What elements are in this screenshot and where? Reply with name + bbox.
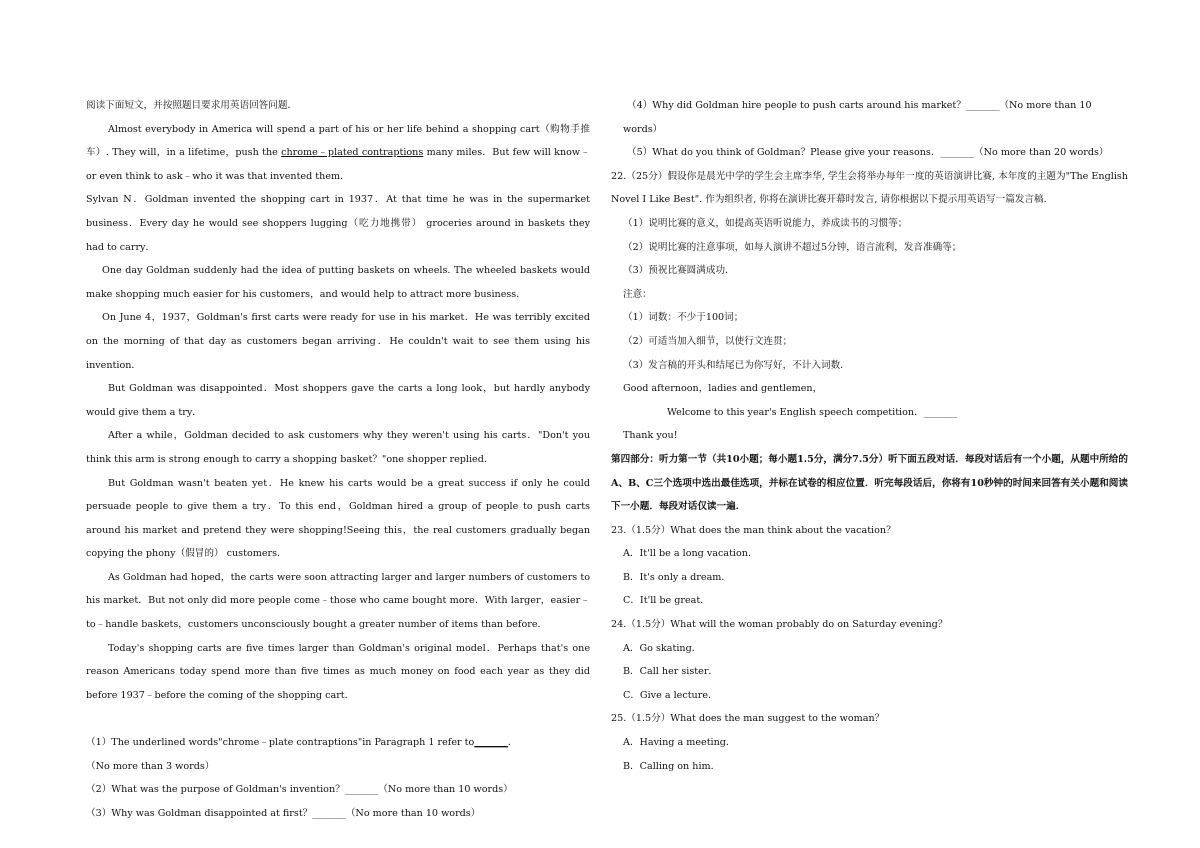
paragraph-text: Almost everybody in America will spend a part of his or her life behind a shopping cart（购物手推车）. They will，in a lifetime，push the: [86, 123, 590, 159]
speech-welcome: Welcome to this year's English speech competition．_______: [667, 406, 958, 418]
passage-paragraph-8: As Goldman had hoped，the carts were soon attracting larger and larger numbers of customers to his market．But not only did more people come﹣those who came bought more．With larger，easier﹣to﹣handle baskets，customers unconsciously bought a greater number of items than before．: [86, 571, 590, 631]
note-3: （3）发言稿的开头和结尾已为你写好，不计入词数．: [623, 359, 850, 371]
underlined-words: chrome﹣plated contraptions: [281, 147, 424, 159]
q22-point-3: （3）预祝比赛圆满成功．: [623, 265, 735, 277]
speech-greeting: Good afternoon，ladies and gentlemen，: [623, 383, 823, 395]
option-24-a[interactable]: A．Go skating．: [623, 642, 702, 654]
passage-paragraph-3: One day Goldman suddenly had the idea of putting baskets on wheels. The wheeled baskets would make shopping much easier for his customers，and would help to attract more business．: [86, 265, 590, 300]
question-5: （5）What do you think of Goldman？Please give your reasons．_______（No more than 20 words）: [627, 147, 1109, 159]
option-23-a[interactable]: A．It'll be a long vacation．: [623, 548, 758, 560]
left-column: [86, 94, 590, 825]
question-text: （1）The underlined words"chrome﹣plate contraptions"in Paragraph 1 refer to: [86, 737, 475, 749]
option-25-b[interactable]: B．Calling on him．: [623, 760, 721, 772]
right-column: [611, 94, 1128, 778]
question-end: ．: [507, 737, 518, 749]
spacer: [86, 707, 590, 731]
option-24-b[interactable]: B．Call her sister．: [623, 666, 719, 678]
question-2: （2）What was the purpose of Goldman's invention？_______（No more than 10 words）: [86, 784, 513, 796]
question-22: 22.（25分）假设你是晨光中学的学生会主席李华, 学生会将举办每年一度的英语演讲比赛, 本年度的主题为"The English Novel I Like Best". 作为组织者, 你将在演讲比赛开幕时发言, 请你根据以下提示用英语写一篇发言稿．: [611, 170, 1128, 206]
passage-paragraph-7: But Goldman wasn't beaten yet．He knew his carts would be a great success if only he could persuade people to give them a try．To this end，Goldman hired a group of people to push carts around his market and pretend they were shopping!Seeing this，the real customers gradually began copying the phony（假冒的） customers．: [86, 477, 590, 560]
q22-point-2: （2）说明比赛的注意事项，如每人演讲不超过5分钟，语言流利，发音准确等；: [623, 241, 962, 253]
passage-paragraph-6: After a while，Goldman decided to ask customers why they weren't using his carts．"Don't you think this arm is strong enough to carry a shopping basket？"one shopper replied．: [86, 430, 590, 465]
q22-point-1: （1）说明比赛的意义，如提高英语听说能力，养成读书的习惯等；: [623, 217, 908, 229]
option-23-b[interactable]: B．It's only a dream．: [623, 571, 731, 583]
paragraph-text: many miles．But few will know﹣or even think to ask﹣who it was that invented them．: [86, 147, 590, 182]
answer-blank[interactable]: _______: [474, 737, 508, 749]
part-4-heading: 第四部分：听力第一节（共10小题；每小题1.5分，满分7.5分）听下面五段对话．每段对话后有一个小题，从题中所给的A、B、C三个选项中选出最佳选项，并标在试卷的相应位置．听完每段话后，你将有10秒钟的时间来回答有关小题和阅读下一小题．每段对话仅读一遍．: [611, 453, 1128, 513]
passage-paragraph-5: But Goldman was disappointed．Most shoppers gave the carts a long look，but hardly anybody would give them a try．: [86, 383, 590, 418]
speech-thanks: Thank you!: [623, 430, 678, 442]
passage-paragraph-1: [86, 118, 590, 189]
question-24: 24.（1.5分）What will the woman probably do on Saturday evening？: [611, 619, 948, 631]
passage-paragraph-9: Today's shopping carts are five times larger than Goldman's original model．Perhaps that's one reason Americans today spend more than five times as much money on food each year as they did before 1937﹣before the coming of the shopping cart．: [86, 642, 590, 701]
passage-paragraph-4: On June 4，1937，Goldman's first carts were ready for use in his market．He was terribly excited on the morning of that day as customers began arriving．He couldn't wait to see them using his invention．: [86, 312, 590, 371]
reading-instruction: 阅读下面短文，并按照题目要求用英语回答问题．: [86, 100, 298, 111]
question-1-note: （No more than 3 words）: [86, 760, 215, 772]
question-1: [86, 731, 590, 755]
option-25-a[interactable]: A．Having a meeting．: [623, 737, 736, 749]
option-23-c[interactable]: C．It'll be great．: [623, 595, 710, 607]
question-25: 25.（1.5分）What does the man suggest to the woman？: [611, 713, 885, 725]
option-24-c[interactable]: C．Give a lecture．: [623, 689, 718, 701]
question-23: 23.（1.5分）What does the man think about the vacation？: [611, 524, 896, 536]
passage-paragraph-2: Sylvan N．Goldman invented the shopping cart in 1937．At that time he was in the supermarket business．Every day he would see shoppers lugging（吃力地携带） groceries around in baskets they had to carry．: [86, 194, 590, 253]
note-2: （2）可适当加入细节，以使行文连贯；: [623, 335, 793, 347]
note-1: （1）词数：不少于100词；: [623, 312, 744, 324]
question-4: （4）Why did Goldman hire people to push carts around his market？_______（No more than 10 words）: [623, 100, 1092, 135]
question-3: （3）Why was Goldman disappointed at first？_______（No more than 10 words）: [86, 807, 481, 819]
note-label: 注意：: [623, 288, 652, 300]
